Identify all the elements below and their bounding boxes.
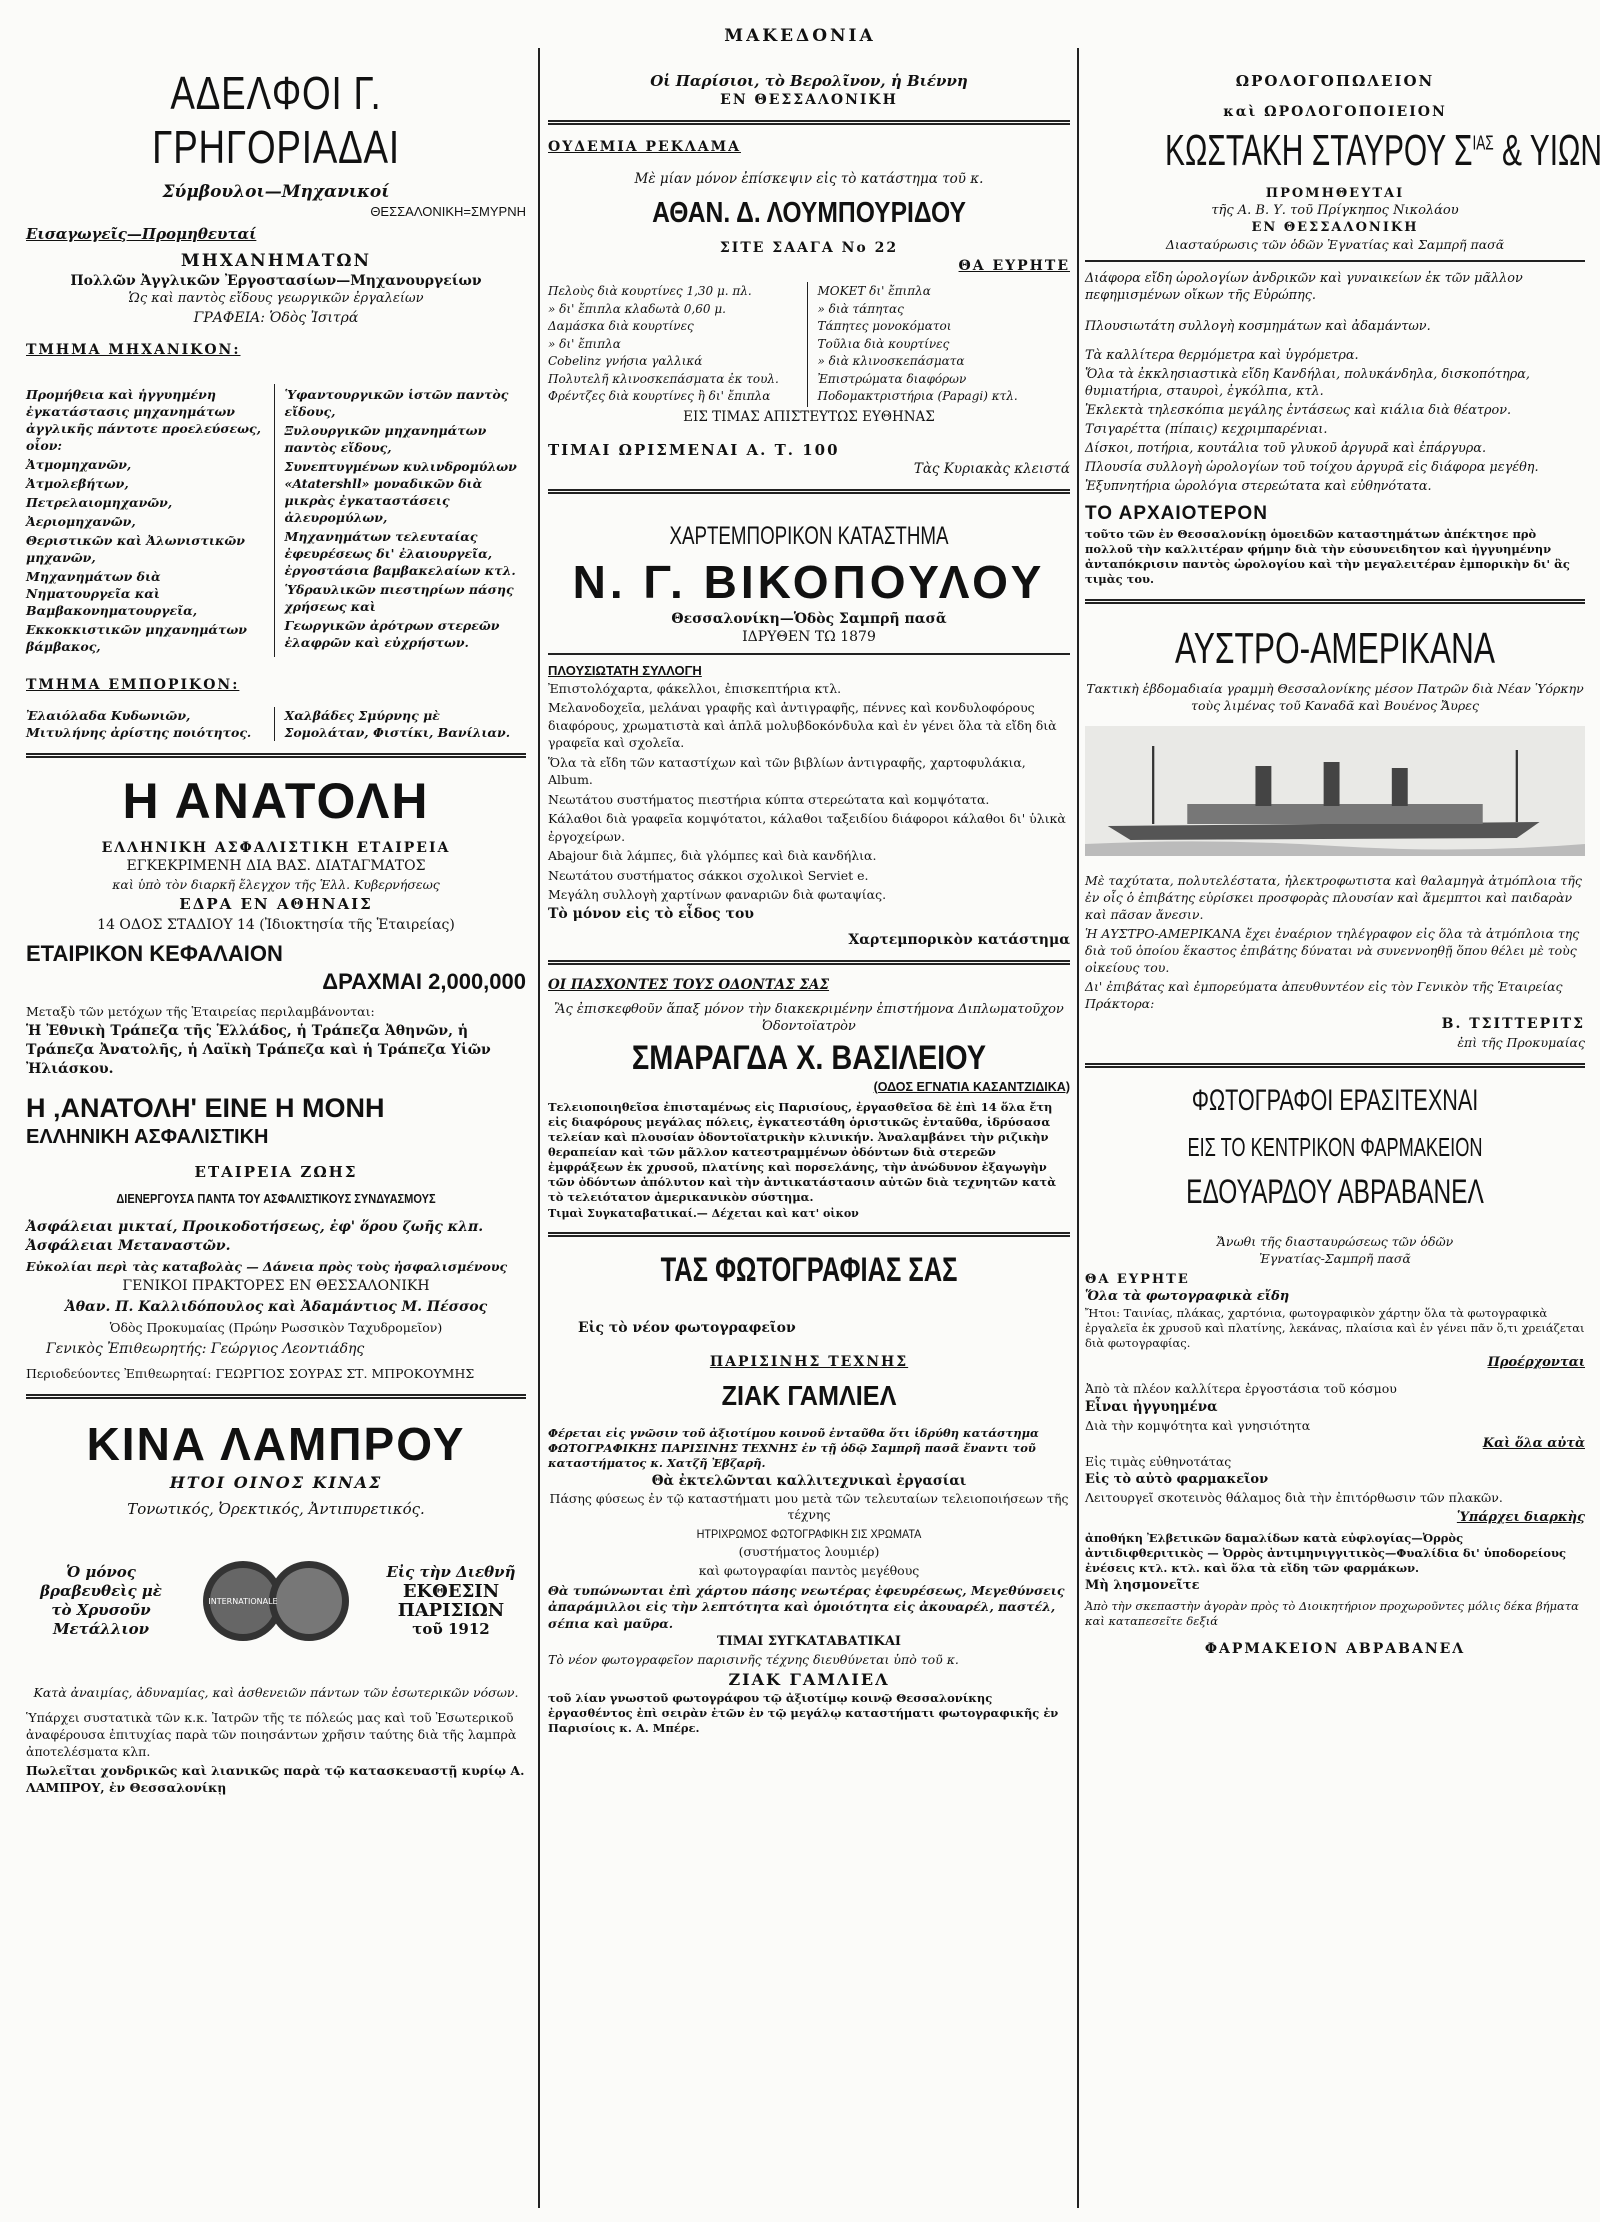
- column-1: [26, 52, 526, 2202]
- ad-inspector: Γενικὸς Ἐπιθεωρητής: Γεώργιος Λεοντιάδης: [46, 1341, 365, 1357]
- ad-head-1: ΩΡΟΛΟΓΟΠΩΛΕΙΟΝ: [1235, 72, 1435, 90]
- steamship-image: [1085, 726, 1585, 856]
- ad-come: Προέρχονται: [1487, 1355, 1585, 1370]
- list-item: Πετρελαιομηχανῶν,: [26, 495, 173, 510]
- goods-left: [548, 282, 808, 407]
- list-item: Πελοὺς διὰ κουρτίνες 1,30 μ. πλ.: [548, 284, 752, 298]
- ad-address: (ΟΔΟΣ ΕΓΝΑΤΙΑ ΚΑΣΑΝΤΖΙΔΙΚΑ): [873, 1079, 1070, 1094]
- text-line: Ἐπιστολόχαρτα, φάκελλοι, ἐπισκεπτήρια κτλ.: [548, 680, 842, 696]
- ad-text: Τελειοποιηθεῖσα ἐπισταμένως εἰς Παρισίους, ἐργασθεῖσα δὲ ἐπὶ 14 ὅλα ἔτη εἰς διαφόρους μεγάλας πόλεις, ἐγκατεστάθη ὁριστικῶς ἐνταῦθα, ἱδρύσασα τελείαν καὶ πλουσίαν ὀδοντοϊατρικὴν κλινικήν. Ἀναλαμβάνει τὴν ριζικὴν θεραπείαν καὶ τῶν μᾶλλον κατεστραμμένων ὀδόντων διὰ στερεῶν ἐμφράξεων ἐκ χρυσοῦ, πλατίνης καὶ πορσελάνης, τὴν ἀνώδυνον ἐξαγωγὴν τῶν ὀδόντων ἀπόλυτον καὶ τὴν ἀντικατάστασιν αὐτῶν διὰ τεχνητῶν κατὰ τὸ τελειότατον ἀμερικανικὸν σύστημα.: [548, 1099, 1057, 1204]
- masthead: ΜΑΚΕΔΟΝΙΑ: [724, 26, 876, 46]
- ad-at: ΕΙΣ ΤΟ ΚΕΝΤΡΙΚΟΝ ΦΑΡΜΑΚΕΙΟΝ: [1187, 1132, 1483, 1162]
- list-item: Ἀτμολεβήτων,: [26, 476, 129, 491]
- ad-types: ΔΙΕΝΕΡΓΟΥΣΑ ΠΑΝΤΑ ΤΟΥ ΑΣΦΑΛΙΣΤΙΚΟΥΣ ΣΥΝΔΥΑΣΜΟΥΣ: [116, 1191, 436, 1206]
- eng-section: [26, 384, 526, 657]
- ad-sold: Πωλεῖται χονδρικῶς καὶ λιανικῶς παρὰ τῷ κατασκευαστῇ κυρίῳ Α. ΛΑΜΠΡΟΥ, ἐν Θεσσαλονίκῃ: [26, 1763, 525, 1795]
- text: Ὁ μόνος: [66, 1563, 136, 1581]
- ad-loumbouridou: [548, 139, 1070, 477]
- ad-agent-address: ἐπὶ τῆς Προκυμαίας: [1457, 1035, 1585, 1050]
- list-item: Τάπητες μονοκόματοι: [817, 319, 952, 333]
- ad-exists: Ὑπάρχει διαρκὴς: [1456, 1510, 1585, 1525]
- ad-name: ΑΘΑΝ. Δ. ΛΟΥΜΠΟΥΡΙΔΟΥ: [652, 197, 966, 229]
- text-line: Μελανοδοχεῖα, μελάναι γραφῆς καὶ ἀντιγραφῆς, πέννες καὶ κονδυλοφόρους διαφόρους, χρωματιστὰ καὶ ἁπλᾶ μολυβδοκόνδυλα καὶ ἐν γένει ὅλα τὰ εἴδη διὰ γραφεῖα καὶ σχολεῖα.: [548, 700, 1057, 750]
- column-rule-2: [1077, 48, 1079, 2208]
- eng-left-list: [26, 384, 275, 657]
- ad-find: ΘΑ ΕΥΡΗΤΕ: [1085, 1272, 1190, 1287]
- ad-name: Ν. Γ. ΒΙΚΟΠΟΥΛΟΥ: [572, 555, 1046, 608]
- list-item: » δι' ἔπιπλα: [548, 336, 621, 351]
- ad-subtitle: ΗΤΟΙ ΟΙΝΟΣ ΚΙΝΑΣ: [169, 1473, 383, 1492]
- ad-grigoriadai: [26, 66, 526, 741]
- list-item: Δαμάσκα διὰ κουρτίνες: [548, 319, 694, 333]
- ad-seat: ΕΔΡΑ ΕΝ ΑΘΗΝΑΙΣ: [179, 895, 373, 913]
- ad-insurance: Ἀσφάλειαι μικταί, Προικοδοτήσεως, ἐφ' ὅρου ζωῆς κλπ. Ἀσφάλειαι Μεταναστῶν.: [26, 1219, 484, 1254]
- list-item: » διὰ κλινοσκεπάσματα: [817, 354, 965, 368]
- top-line-2: ΕΝ ΘΕΣΣΑΛΟΝΙΚΗ: [720, 92, 898, 108]
- ad-notice: Φέρεται εἰς γνῶσιν τοῦ ἀξιοτίμου κοινοῦ ἐνταῦθα ὅτι ἱδρύθη κατάστημα ΦΩΤΟΓΡΑΦΙΚΗΣ ΠΑΡΙΣΙΝΗΣ ΤΕΧΝΗΣ ἐν τῇ ὁδῷ Σαμπρῆ πασᾶ ἔναντι τοῦ καταστήματος κ. Χατζῆ Ἐβζαρῆ.: [548, 1425, 1039, 1470]
- list-item: Πολυτελῆ κλινοσκεπάσματα ἐκ τουλ.: [548, 371, 779, 386]
- text-line: Διάφορα εἴδη ὡρολογίων ἀνδρικῶν καὶ γυναικείων ἐκ τῶν μᾶλλον πεφημισμένων οἴκων τῆς Εὐρώπης.: [1085, 271, 1523, 303]
- ad-cities: ΘΕΣΣΑΛΟΝΙΚΗ=ΣΜΥΡΝΗ: [370, 204, 526, 219]
- ad-contact: Δι' ἐπιβάτας καὶ ἐμπορεύματα ἀπευθυντέον εἰς τὸν Γενικὸν τῆς Ἑταιρείας Πράκτορα:: [1085, 979, 1563, 1011]
- ad-and-all: Καὶ ὅλα αὐτὰ: [1482, 1436, 1585, 1451]
- divider: [1085, 260, 1585, 262]
- ad-name: [1165, 126, 1602, 176]
- ad-supplier: ΠΡΟΜΗΘΕΥΤΑΙ: [1265, 186, 1405, 201]
- ad-forget: Μὴ λησμονεῖτε: [1085, 1578, 1200, 1593]
- capital-label: ΕΤΑΙΡΙΚΟΝ ΚΕΦΑΛΑΙΟΝ: [26, 941, 283, 966]
- ad-name: ΖΙΑΚ ΓΑΜΛΙΕΛ: [721, 1379, 897, 1411]
- divider: [548, 489, 1070, 494]
- divider: [1085, 1063, 1585, 1068]
- list-item: Εκκοκκιστικῶν μηχανημάτων βάμβακος,: [26, 622, 247, 654]
- com-right: Χαλβάδες Σμύρνης μὲ Σομολάταν, Φιστίκι, Βανίλιαν.: [284, 708, 511, 740]
- text-line: Δίσκοι, ποτήρια, κουτάλια τοῦ γλυκοῦ ἀργυρᾶ καὶ ἐπάργυρα.: [1085, 441, 1487, 456]
- text-line: Τσιγαρέττα (πίπαις) κεχριμπαρένιαι.: [1085, 422, 1328, 437]
- ad-telegraph: Ἡ ΑΥΣΤΡΟ-ΑΜΕΡΙΚΑΝΑ ἔχει ἐναέριον τηλέγραφον εἰς ὅλα τὰ ἀτμόπλοια της διὰ τοῦ ὁποίου ἕκαστος ἐπιβάτης δύναται νὰ συνεννοηθῇ ὅπου θέλει μὲ τοὺς οἰκείους του.: [1085, 926, 1580, 975]
- ad-colors: ΗΤΡΙΧΡΩΜΟΣ ΦΩΤΟΓΡΑΦΙΚΗ ΣΙΣ ΧΡΩΜΑΤΑ: [696, 1526, 922, 1541]
- divider: [548, 653, 1070, 655]
- gold-medal-image: [201, 1526, 351, 1676]
- ad-royal: τῆς Α. Β. Υ. τοῦ Πρίγκηπος Νικολάου: [1211, 203, 1459, 218]
- ad-address-2: Ἐγνατίας-Σαμπρῆ πασᾶ: [1259, 1251, 1411, 1266]
- ad-anatoli: [26, 772, 526, 1382]
- list-item: Μηχανημάτων τελευταίας ἐφευρέσεως δι' ἐλαιουργεῖα, ἐργοστάσια βαμβακελαίων κτλ.: [284, 529, 516, 578]
- divider: [548, 1232, 1070, 1237]
- agents-address: Ὁδὸς Προκυμαίας (Πρώην Ρωσσικὸν Ταχυδρομεῖον): [109, 1320, 443, 1335]
- ad-life: ΕΤΑΙΡΕΙΑ ΖΩΗΣ: [194, 1163, 358, 1181]
- ad-company: ΕΛΛΗΝΙΚΗ ΑΣΦΑΛΙΣΤΙΚΗ ΕΤΑΙΡΕΙΑ: [101, 840, 451, 856]
- ad-oldest: ΤΟ ΑΡΧΑΙΟΤΕΡΟΝ: [1085, 503, 1268, 524]
- ad-fixed-prices: ΤΙΜΑΙ ΩΡΙΣΜΕΝΑΙ Α. Τ. 100: [548, 440, 840, 459]
- ad-cheap: Εἰς τιμὰς εὐθηνοτάτας: [1085, 1454, 1232, 1469]
- text-line: Ὅλα τὰ ἐκκλησιαστικὰ εἴδη Κανδήλαι, πολυκάνδηλα, δισκοπότηρα, θυμιατήρια, σταυροὶ, ἐγκόλπια, κτλ.: [1085, 367, 1531, 399]
- com-left: Ἐλαιόλαδα Κυδωνιῶν, Μιτυλήνης ἀρίστης ποιότητος.: [26, 707, 275, 741]
- ad-sizes: καὶ φωτογραφίαι παντὸς μεγέθους: [698, 1562, 920, 1578]
- ad-agent: Β. ΤΣΙΤΤΕΡΙΤΣ: [1441, 1016, 1585, 1032]
- agents-names: Ἀθαν. Π. Καλλιδόπουλος καὶ Ἀδαμάντιος Μ. Πέσσος: [64, 1299, 488, 1315]
- name-sup: ΙΑΣ: [1472, 132, 1494, 155]
- text-line: Μεγάλη συλλογὴ χαρτίνων φαναριῶν διὰ φωταψίας.: [548, 887, 887, 902]
- ad-name: ΣΜΑΡΑΓΔΑ Χ. ΒΑΣΙΛΕΙΟΥ: [631, 1038, 987, 1077]
- text-line: Abajour διὰ λάμπες, διὰ γλόμπες καὶ διὰ κανδήλια.: [548, 848, 877, 863]
- text-line: Ἐξυπνητήρια ὡρολόγια στερεώτατα καὶ εὐθηνότατα.: [1085, 479, 1432, 494]
- text: ΕΚΘΕΣΙΝ: [402, 1581, 500, 1602]
- ad-only-2: ΕΛΛΗΝΙΚΗ ΑΣΦΑΛΙΣΤΙΚΗ: [26, 1126, 269, 1148]
- list-item: Ὑφαντουργικῶν ἱστῶν παντὸς εἴδους,: [284, 387, 509, 419]
- list-item: Τοῦλια διὰ κουρτίνες: [817, 336, 950, 351]
- ad-title: ΑΥΣΤΡΟ-ΑΜΕΡΙΚΑΝΑ: [1174, 624, 1496, 673]
- ad-type: ΧΑΡΤΕΜΠΟΡΙΚΟΝ ΚΑΤΑΣΤΗΜΑ: [669, 521, 949, 550]
- text: Μετάλλιον: [52, 1620, 150, 1638]
- list-item: Συνεπτυγμένων κυλινδρομύλων «Atatershll» μοναδικῶν διὰ μικρὰς ἐγκαταστάσεις ἀλευρομύλων,: [284, 459, 517, 525]
- ad-new: Εἰς τὸ νέον φωτογραφεῖον: [578, 1319, 796, 1336]
- ad-pharmacy-avravanel: [1085, 1084, 1585, 1657]
- list-item: Ἀτμομηχανῶν,: [26, 457, 132, 472]
- ad-only: Τὸ μόνον εἰς τὸ εἶδος του: [548, 905, 755, 922]
- ad-tonic: Τονωτικός, Ὀρεκτικός, Ἀντιπυρετικός.: [127, 1500, 425, 1518]
- ad-prices: ΕΙΣ ΤΙΜΑΣ ΑΠΙΣΤΕΥΤΩΣ ΕΥΘΗΝΑΣ: [683, 408, 935, 425]
- eng-right-list: [285, 384, 527, 657]
- ad-importers: Εισαγωγεῖς—Προμηθευταί: [26, 225, 257, 243]
- ad-system: (συστήματος λουμιέρ): [738, 1543, 880, 1559]
- ad-oldest-text: τοῦτο τῶν ἐν Θεσσαλονίκῃ ὁμοειδῶν καταστημάτων ἀπέκτησε πρὸ πολλοῦ τὴν καλλιτέραν φήμην διὰ τὴν εὐσυνειδητον καὶ ἠγγυημένην ἀνταπόκρισιν παντὸς ὡρολογίου καὶ τὴν μεγαλειτέραν ἐμπορικὴν δι' ἃς τιμὰς του.: [1085, 527, 1570, 586]
- ad-stavrou: [1085, 72, 1602, 587]
- ad-line: Τακτικὴ ἑβδομαδιαία γραμμὴ Θεσσαλονίκης μέσον Πατρῶν διὰ Νέαν Ὑόρκην τοὺς λιμένας τοῦ Καναδᾶ καὶ Βουένος Ἄυρες: [1086, 681, 1584, 713]
- ad-name: ΕΔΟΥΑΡΔΟΥ ΑΒΡΑΒΑΝΕΛ: [1186, 1173, 1484, 1211]
- capital-value: ΔΡΑΧΜΑΙ 2,000,000: [322, 969, 526, 994]
- list-item: Προμήθεια καὶ ἡγγυημένη ἐγκατάστασις μηχανημάτων ἀγγλικῆς πάντοτε προελεύσεως, οἷον:: [26, 387, 262, 453]
- ad-same: Εἰς τὸ αὐτὸ φαρμακεῖον: [1085, 1472, 1269, 1487]
- goods-right: [818, 282, 1071, 407]
- ad-address: ΣΙΤΕ ΣΑΑΓΑ Νο 22: [719, 240, 899, 256]
- ad-head-2: καὶ ΩΡΟΛΟΓΟΠΟΙΕΙΟΝ: [1223, 104, 1447, 120]
- ad-shareholders: Μεταξὺ τῶν μετόχων τῆς Ἑταιρείας περιλαμβάνονται:: [26, 1004, 375, 1019]
- medal-left-text: [26, 1563, 176, 1639]
- text: τοῦ 1912: [412, 1620, 490, 1638]
- ad-machines: ΜΗΧΑΝΗΜΑΤΩΝ: [180, 251, 372, 271]
- list-item: » διὰ τάπητας: [817, 301, 904, 316]
- list-item: Cobelinz γνήσια γαλλικά: [548, 354, 703, 368]
- ad-paris: ΠΑΡΙΣΙΝΗΣ ΤΕΧΝΗΣ: [709, 1353, 909, 1370]
- text-line: Ὅλα τὰ εἴδη τῶν καταστίχων καὶ τῶν βιβλίων ἀντιγραφῆς, χαρτοφυλάκια, Album.: [548, 754, 1026, 787]
- ad-kina: [26, 1417, 526, 1796]
- ad-crossing: Διασταύρωσις τῶν ὁδῶν Ἐγνατίας καὶ Σαμπρῆ πασᾶ: [1165, 237, 1505, 252]
- ad-dark: Λειτουργεῖ σκοτεινὸς θάλαμος διὰ τὴν ἐπιτόρθωσιν τῶν πλακῶν.: [1085, 1490, 1503, 1505]
- com-section: [26, 707, 526, 741]
- ad-find: ΘΑ ΕΥΡΗΤΕ: [958, 258, 1070, 274]
- text-line: Ἐκλεκτὰ τηλεσκόπια μεγάλης ἐντάσεως καὶ κιάλια διὰ θέατρον.: [1085, 403, 1512, 418]
- column-3: [1085, 52, 1602, 2202]
- medal-right-text: [376, 1563, 526, 1639]
- ad-city: ΕΝ ΘΕΣΣΑΛΟΝΙΚΗ: [1251, 220, 1419, 235]
- column-2: [548, 52, 1070, 2202]
- ad-address-1: Ἄνωθι τῆς διασταυρώσεως τῶν ὁδῶν: [1216, 1234, 1454, 1249]
- goods-text: [548, 680, 1070, 904]
- ad-title: ΑΔΕΛΦΟΙ Γ. ΓΡΗΓΟΡΙΑΔΑΙ: [152, 67, 400, 173]
- column-rule-1: [538, 48, 540, 2208]
- ad-tools: Ὡς καὶ παντὸς εἴδους γεωργικῶν ἐργαλείων: [128, 291, 424, 306]
- list-item: Ποδομακτριστήρια (Papagi) κτλ.: [817, 389, 1018, 403]
- ad-address: Θεσσαλονίκη—Ὁδὸς Σαμπρῆ πασᾶ: [671, 610, 947, 627]
- ad-loans: Εὐκολίαι περὶ τὰς καταβολὰς — Δάνεια πρὸς τοὺς ἠσφαλισμένους: [26, 1259, 508, 1274]
- ad-head: ΠΛΟΥΣΙΩΤΑΤΗ ΣΥΛΛΟΓΗ: [548, 662, 702, 678]
- divider: [548, 120, 1070, 125]
- ad-dentist: [548, 977, 1070, 1220]
- ad-all: Ὅλα τὰ φωτογραφικὰ εἴδη: [1085, 1289, 1290, 1304]
- ad-banks: Ἡ Ἐθνικὴ Τράπεζα τῆς Ἑλλάδος, ἡ Τράπεζα Ἀθηνῶν, ἡ Τράπεζα Ἀνατολῆς, ἡ Λαϊκὴ Τράπεζα καὶ ἡ Τράπεζα Υἱῶν Ἠλιάσκου.: [26, 1023, 491, 1077]
- list-item: Ξυλουργικῶν μηχανημάτων παντὸς εἴδους,: [284, 423, 487, 455]
- ad-closed: Τὰς Κυριακὰς κλειστά: [913, 460, 1070, 477]
- text-line: Νεωτάτου συστήματος σάκκοι σχολικοὶ Serviet e.: [548, 867, 869, 883]
- ad-title: ΦΩΤΟΓΡΑΦΟΙ ΕΡΑΣΙΤΕΧΝΑΙ: [1191, 1084, 1479, 1117]
- ad-directions: Ἀπὸ τὴν σκεπαστὴν ἀγορὰν πρὸς τὸ Διοικητήριον προχωροῦντες μόλις δέκα βήματα καὶ καταπεσεῖτε δεξιά: [1085, 1599, 1579, 1628]
- text-line: Πλουσιωτάτη συλλογὴ κοσμημάτων καὶ ἀδαμάντων.: [1085, 319, 1431, 334]
- list-item: ΜΟΚΕΤ δι' ἔπιπλα: [817, 284, 931, 298]
- ad-prices: Τιμαὶ Συγκαταβατικαί.— Δέχεται καὶ κατ' οἰκον: [548, 1206, 859, 1220]
- ad-head: ΟΥΔΕΜΙΑ ΡΕΚΛΑΜΑ: [548, 139, 741, 155]
- medal-row: [26, 1526, 526, 1676]
- ad-visit: Μὲ μίαν μόνον ἐπίσκεψιν εἰς τὸ κατάστημα τοῦ κ.: [634, 171, 984, 187]
- name-part: ΚΩΣΤΑΚΗ ΣΤΑΥΡΟΥ Σ: [1165, 126, 1473, 175]
- ad-title: ΚΙΝΑ ΛΑΜΠΡΟΥ: [86, 1418, 466, 1470]
- text-line: Πλουσία συλλογὴ ὡρολογίων τοῦ τοίχου ἀργυρᾶ εἰς διάφορα μεγέθη.: [1085, 460, 1539, 475]
- ad-name-2: ΖΙΑΚ ΓΑΜΛΙΕΛ: [728, 1670, 890, 1689]
- divider: [1085, 599, 1585, 604]
- medal-text: INTERNATIONALE: [208, 1597, 278, 1606]
- ad-director: Τὸ νέον φωτογραφεῖον παρισινῆς τέχνης διευθύνεται ὑπὸ τοῦ κ.: [548, 1652, 959, 1667]
- ad-ships: Μὲ ταχύτατα, πολυτελέστατα, ἠλεκτροφωτιστα καὶ θαλαμηγὰ ἀτμόπλοια τῆς ἐν οἷς ὁ ἐπιβάτης εὑρίσκει προσφορὰς πλουσίαν καὶ ἄμεμπτοι καὶ παιδαρὰν καὶ πᾶσαν ἄνεσιν.: [1085, 873, 1582, 922]
- ad-prices: ΤΙΜΑΙ ΣΥΓΚΑΤΑΒΑΤΙΚΑΙ: [717, 1634, 901, 1649]
- ad-guaranteed: Εἶναι ἠγγυημένα: [1085, 1399, 1218, 1415]
- ad-address: 14 ΟΔΟΣ ΣΤΑΔΙΟΥ 14 (Ἰδιοκτησία τῆς Ἑταιρείας): [97, 917, 455, 933]
- ad-travelling: Περιοδεύοντες Ἐπιθεωρηταί: ΓΕΩΡΓΙΟΣ ΣΟΥΡΑΣ ΣΤ. ΜΠΡΟΚΟΥΜΗΣ: [26, 1366, 475, 1381]
- ad-vikopoulou: [548, 522, 1070, 948]
- text: τὸ Χρυσοῦν: [51, 1601, 151, 1619]
- ad-austro-americana: [1085, 624, 1585, 1051]
- text: ΠΑΡΙΣΙΩΝ: [397, 1600, 505, 1621]
- ad-shop: Χαρτεμπορικὸν κατάστημα: [848, 931, 1070, 948]
- eng-section-heading: ΤΜΗΜΑ ΜΗΧΑΝΙΚΟΝ:: [26, 342, 241, 358]
- ad-text: Ὑπάρχει συστατικὰ τῶν κ.κ. Ἰατρῶν τῆς τε πόλεώς μας καὶ τοῦ Ἐσωτερικοῦ ἀναφέρουσα ἐπιτυχίας παρὰ τῶν ποιησάντων χρῆσιν ταύτης διὰ τῆς λαμπρὰ ἀποτελέσματα κλπ.: [26, 1710, 517, 1759]
- ad-head: ΟΙ ΠΑΣΧΟΝΤΕΣ ΤΟΥΣ ΟΔΟΝΤΑΣ ΣΑΣ: [548, 976, 830, 993]
- ad-intro: Ἂς ἐπισκεφθοῦν ἅπαξ μόνον τὴν διακεκριμένην ἐπιστήμονα Διπλωματοῦχον Ὀδοντοϊατρὸν: [554, 1001, 1064, 1034]
- text: Εἰς τὴν Διεθνῆ: [386, 1563, 516, 1581]
- name-end: & ΥΙΩΝ: [1493, 126, 1602, 175]
- ad-works: Θὰ ἐκτελῶνται καλλιτεχνικαὶ ἐργασίαι: [651, 1472, 967, 1489]
- ad-best: Ἀπὸ τὰ πλέον καλλίτερα ἐργοστάσια τοῦ κόσμου: [1085, 1381, 1397, 1396]
- ad-title: Η ΑΝΑΤΟΛΗ: [122, 773, 430, 829]
- ad-title: ΤΑΣ ΦΩΤΟΓΡΑΦΙΑΣ ΣΑΣ: [660, 1250, 958, 1289]
- text-line: Κάλαθοι διὰ γραφεῖα κομψότατοι, κάλαθοι ταξειδίου διάφοροι κάλαθοι δι' ὑλικὰ ἐργοχείρων.: [548, 811, 1066, 844]
- com-section-heading: ΤΜΗΜΑ ΕΜΠΟΡΙΚΟΝ:: [26, 677, 240, 693]
- ad-founded: ΙΔΡΥΘΕΝ ΤΩ 1879: [742, 628, 876, 645]
- list-item: Φρέντζες διὰ κουρτίνες ἢ δι' ἔπιπλα: [548, 389, 771, 403]
- top-line: Οἱ Παρίσιοι, τὸ Βερολῖνον, ἡ Βιέννη: [650, 72, 968, 90]
- ad-approved: ΕΓΚΕΚΡΙΜΕΝΗ ΔΙΑ ΒΑΣ. ΔΙΑΤΑΓΜΑΤΟΣ: [126, 858, 426, 874]
- ad-only: Η ‚ΑΝΑΤΟΛΗ' ΕΙΝΕ Η ΜΟΝΗ: [26, 1093, 385, 1123]
- agents-heading: ΓΕΝΙΚΟΙ ΠΡΑΚΤΟΡΕΣ ΕΝ ΘΕΣΣΑΛΟΝΙΚΗ: [122, 1278, 430, 1294]
- ad-cures: Κατὰ ἀναιμίας, ἀδυναμίας, καὶ ἀσθενειῶν πάντων τῶν ἐσωτερικῶν νόσων.: [33, 1685, 519, 1700]
- list-item: Ἀεριομηχανῶν,: [26, 514, 136, 529]
- ad-stock: ἀποθήκη Ἐλβετικῶν δαμαλίδων κατὰ εὐφλογίας—Ὀρρὸς ἀντιδιφθεριτικὸς — Ὀρρὸς ἀντιμηνιγγιτικὸς—Φυαλίδια δι' ὑποδορείους ἐνέσεις κτλ. κτλ. καὶ ὅλα τὰ εἴδη τῶν φαρμάκων.: [1085, 1531, 1566, 1575]
- text-line: Νεωτάτου συστήματος πιεστήρια κύπτα στερεώτατα καὶ κομψότατα.: [548, 791, 990, 807]
- list-item: Ἐπιστρώματα διαφόρων: [817, 371, 967, 386]
- ad-known: τοῦ λίαν γνωστοῦ φωτογράφου τῷ ἀξιοτίμῳ κοινῷ Θεσσαλονίκης ἐργασθέντος ἐπὶ σειρὰν ἐτῶν ἐν τῷ μεγάλῳ καταστήματι φωτογραφικῆς ἐν Παρισίοις κ. Α. Μπέρε.: [548, 1691, 1059, 1735]
- ad-footer: ΦΑΡΜΑΚΕΙΟΝ ΑΒΡΑΒΑΝΕΛ: [1204, 1641, 1466, 1657]
- ad-office: ΓΡΑΦΕΙΑ: Ὁδὸς Ἰσιτρά: [193, 310, 359, 326]
- ad-factories: Πολλῶν Ἀγγλικῶν Ἐργοστασίων—Μηχανουργείων: [70, 273, 482, 289]
- ad-control: καὶ ὑπὸ τὸν διαρκῆ ἔλεγχον τῆς Ἑλλ. Κυβερνήσεως: [112, 877, 440, 892]
- list-item: Μηχανημάτων διὰ Νηματουργεῖα καὶ Βαμβακονηματουργεῖα,: [26, 569, 198, 618]
- divider: [26, 1394, 526, 1399]
- ad-photo-gamliel: [548, 1251, 1070, 1737]
- list-item: Θεριστικῶν καὶ Ἀλωνιστικῶν μηχανῶν,: [26, 533, 245, 565]
- list-item: Ὑδραυλικῶν πιεστηρίων πάσης χρήσεως καὶ: [284, 582, 514, 614]
- ad-all: Πάσης φύσεως ἐν τῷ καταστήματι μου μετὰ τῶν τελευταίων τελειοποιήσεων τῆς τέχνης: [549, 1490, 1069, 1522]
- list-item: » δι' ἔπιπλα κλαδωτὰ 0,60 μ.: [548, 301, 726, 316]
- text: βραβευθεὶς μὲ: [40, 1582, 162, 1600]
- goods-text: [1085, 270, 1585, 495]
- ad-subtitle: Σύμβουλοι—Μηχανικοί: [162, 182, 390, 202]
- text-line: Τὰ καλλίτερα θερμόμετρα καὶ ὑγρόμετρα.: [1085, 348, 1359, 363]
- ad-paper: Θὰ τυπώνωνται ἐπὶ χάρτου πάσης νεωτέρας ἐφευρέσεως, Μεγεθύνσεις ἀπαράμιλλοι εἰς τὴν λεπτότητα καὶ ὁμοιότητα εἰς ἀκουαρέλ, παστέλ, σέπια καὶ μαῦρα.: [548, 1582, 1065, 1631]
- ad-list: Ἤτοι: Ταινίας, πλάκας, χαρτόνια, φωτογραφικὸν χάρτην ὅλα τὰ φωτογραφικὰ ἐργαλεῖα ἐκ χρυσοῦ καὶ πλατίνης, λεκάνας, πλαίσια καὶ ἐν γένει πᾶν ὅ,τι χρειάζεται διὰ φωτογραφίας.: [1085, 1306, 1585, 1350]
- divider: [26, 753, 526, 758]
- ad-quality: Διὰ τὴν κομψότητα καὶ γνησιότητα: [1085, 1418, 1311, 1433]
- list-item: Γεωργικῶν ἀρότρων στερεῶν ἐλαφρῶν καὶ εὐχρήστων.: [284, 618, 500, 650]
- goods-list: [548, 282, 1070, 407]
- divider: [548, 960, 1070, 965]
